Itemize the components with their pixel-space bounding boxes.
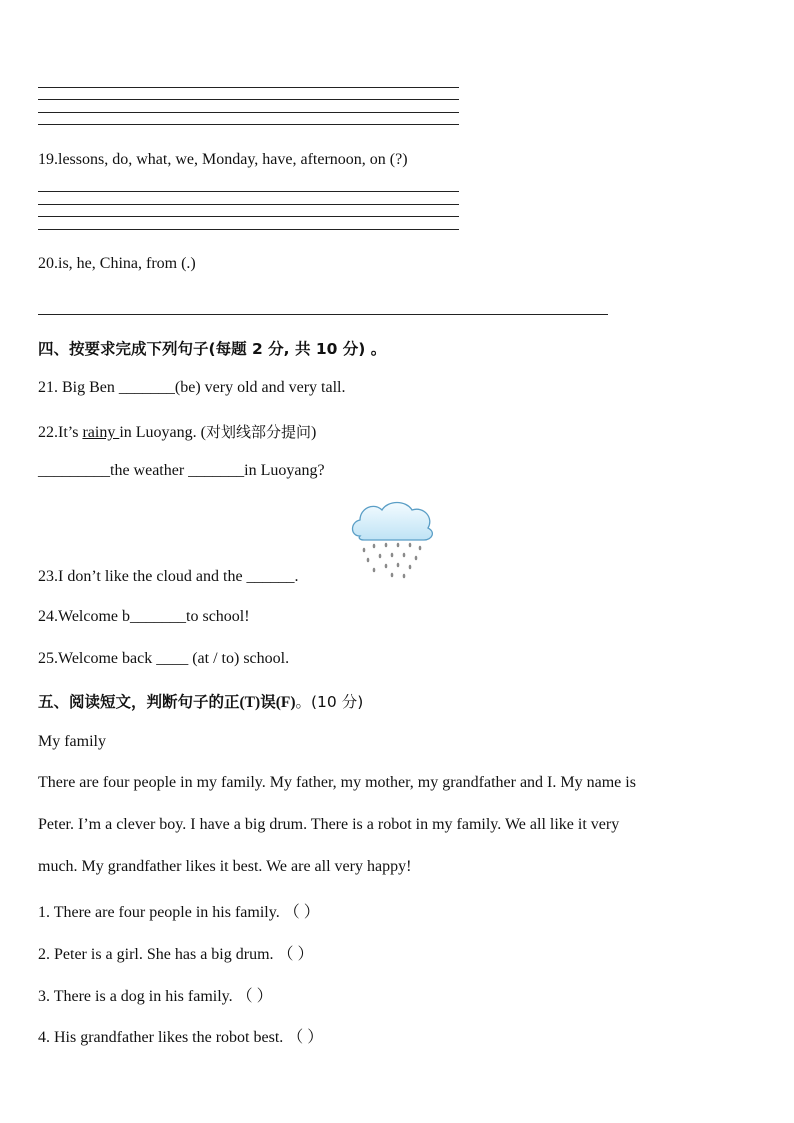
q22-middle: in Luoyang. (: [119, 424, 206, 441]
section-5-heading-f: (F): [275, 694, 296, 711]
answer-line[interactable]: [38, 112, 459, 113]
answer-line[interactable]: [38, 87, 459, 88]
statement-1: 1. There are four people in his family. （ ）: [38, 904, 320, 921]
answer-line[interactable]: [38, 229, 459, 230]
question-24: 24.Welcome b_______to school!: [38, 608, 250, 625]
section-5-heading-b: 误: [260, 693, 276, 711]
answer-line[interactable]: [38, 99, 459, 100]
q22-underlined-word: rainy: [82, 424, 120, 441]
answer-line[interactable]: [38, 191, 459, 192]
question-20: 20.is, he, China, from (.): [38, 255, 196, 272]
question-19: 19.lessons, do, what, we, Monday, have, afternoon, on (?): [38, 151, 408, 168]
section-5-heading-c: 。(10 分): [295, 693, 364, 711]
question-23: 23.I don’t like the cloud and the ______.: [38, 568, 299, 585]
passage-line: There are four people in my family. My father, my mother, my grandfather and I. My name is: [38, 774, 636, 791]
q22-prefix: 22.It’s: [38, 424, 83, 441]
question-22: [38, 421, 316, 442]
passage-title: My family: [38, 733, 106, 750]
statement-3: 3. There is a dog in his family. （ ）: [38, 988, 273, 1005]
question-25: 25.Welcome back ____ (at / to) school.: [38, 650, 290, 667]
section-5-heading: [38, 690, 363, 712]
statement-4: 4. His grandfather likes the robot best. （ ）: [38, 1029, 324, 1046]
question-21: 21. Big Ben _______(be) very old and very tall.: [38, 379, 346, 396]
q22-suffix: ): [311, 424, 317, 441]
section-5-heading-a: 五、阅读短文，判断句子的正: [38, 693, 240, 711]
answer-line[interactable]: [38, 204, 459, 205]
section-5-heading-t: (T): [239, 694, 261, 711]
question-22-answer-line: _________the weather _______in Luoyang?: [38, 462, 325, 479]
section-4-heading: 四、按要求完成下列句子(每题 2 分, 共 10 分) 。: [38, 340, 387, 358]
rain-cloud-icon: [350, 498, 436, 580]
answer-line[interactable]: [38, 124, 459, 125]
passage-line: much. My grandfather likes it best. We are all very happy!: [38, 858, 412, 875]
passage-line: Peter. I’m a clever boy. I have a big drum. There is a robot in my family. We all like it very: [38, 816, 620, 833]
q22-instruction: 对划线部分提问: [205, 423, 311, 441]
answer-line[interactable]: [38, 314, 608, 315]
answer-line[interactable]: [38, 216, 459, 217]
statement-2: 2. Peter is a girl. She has a big drum. （ ）: [38, 946, 314, 963]
